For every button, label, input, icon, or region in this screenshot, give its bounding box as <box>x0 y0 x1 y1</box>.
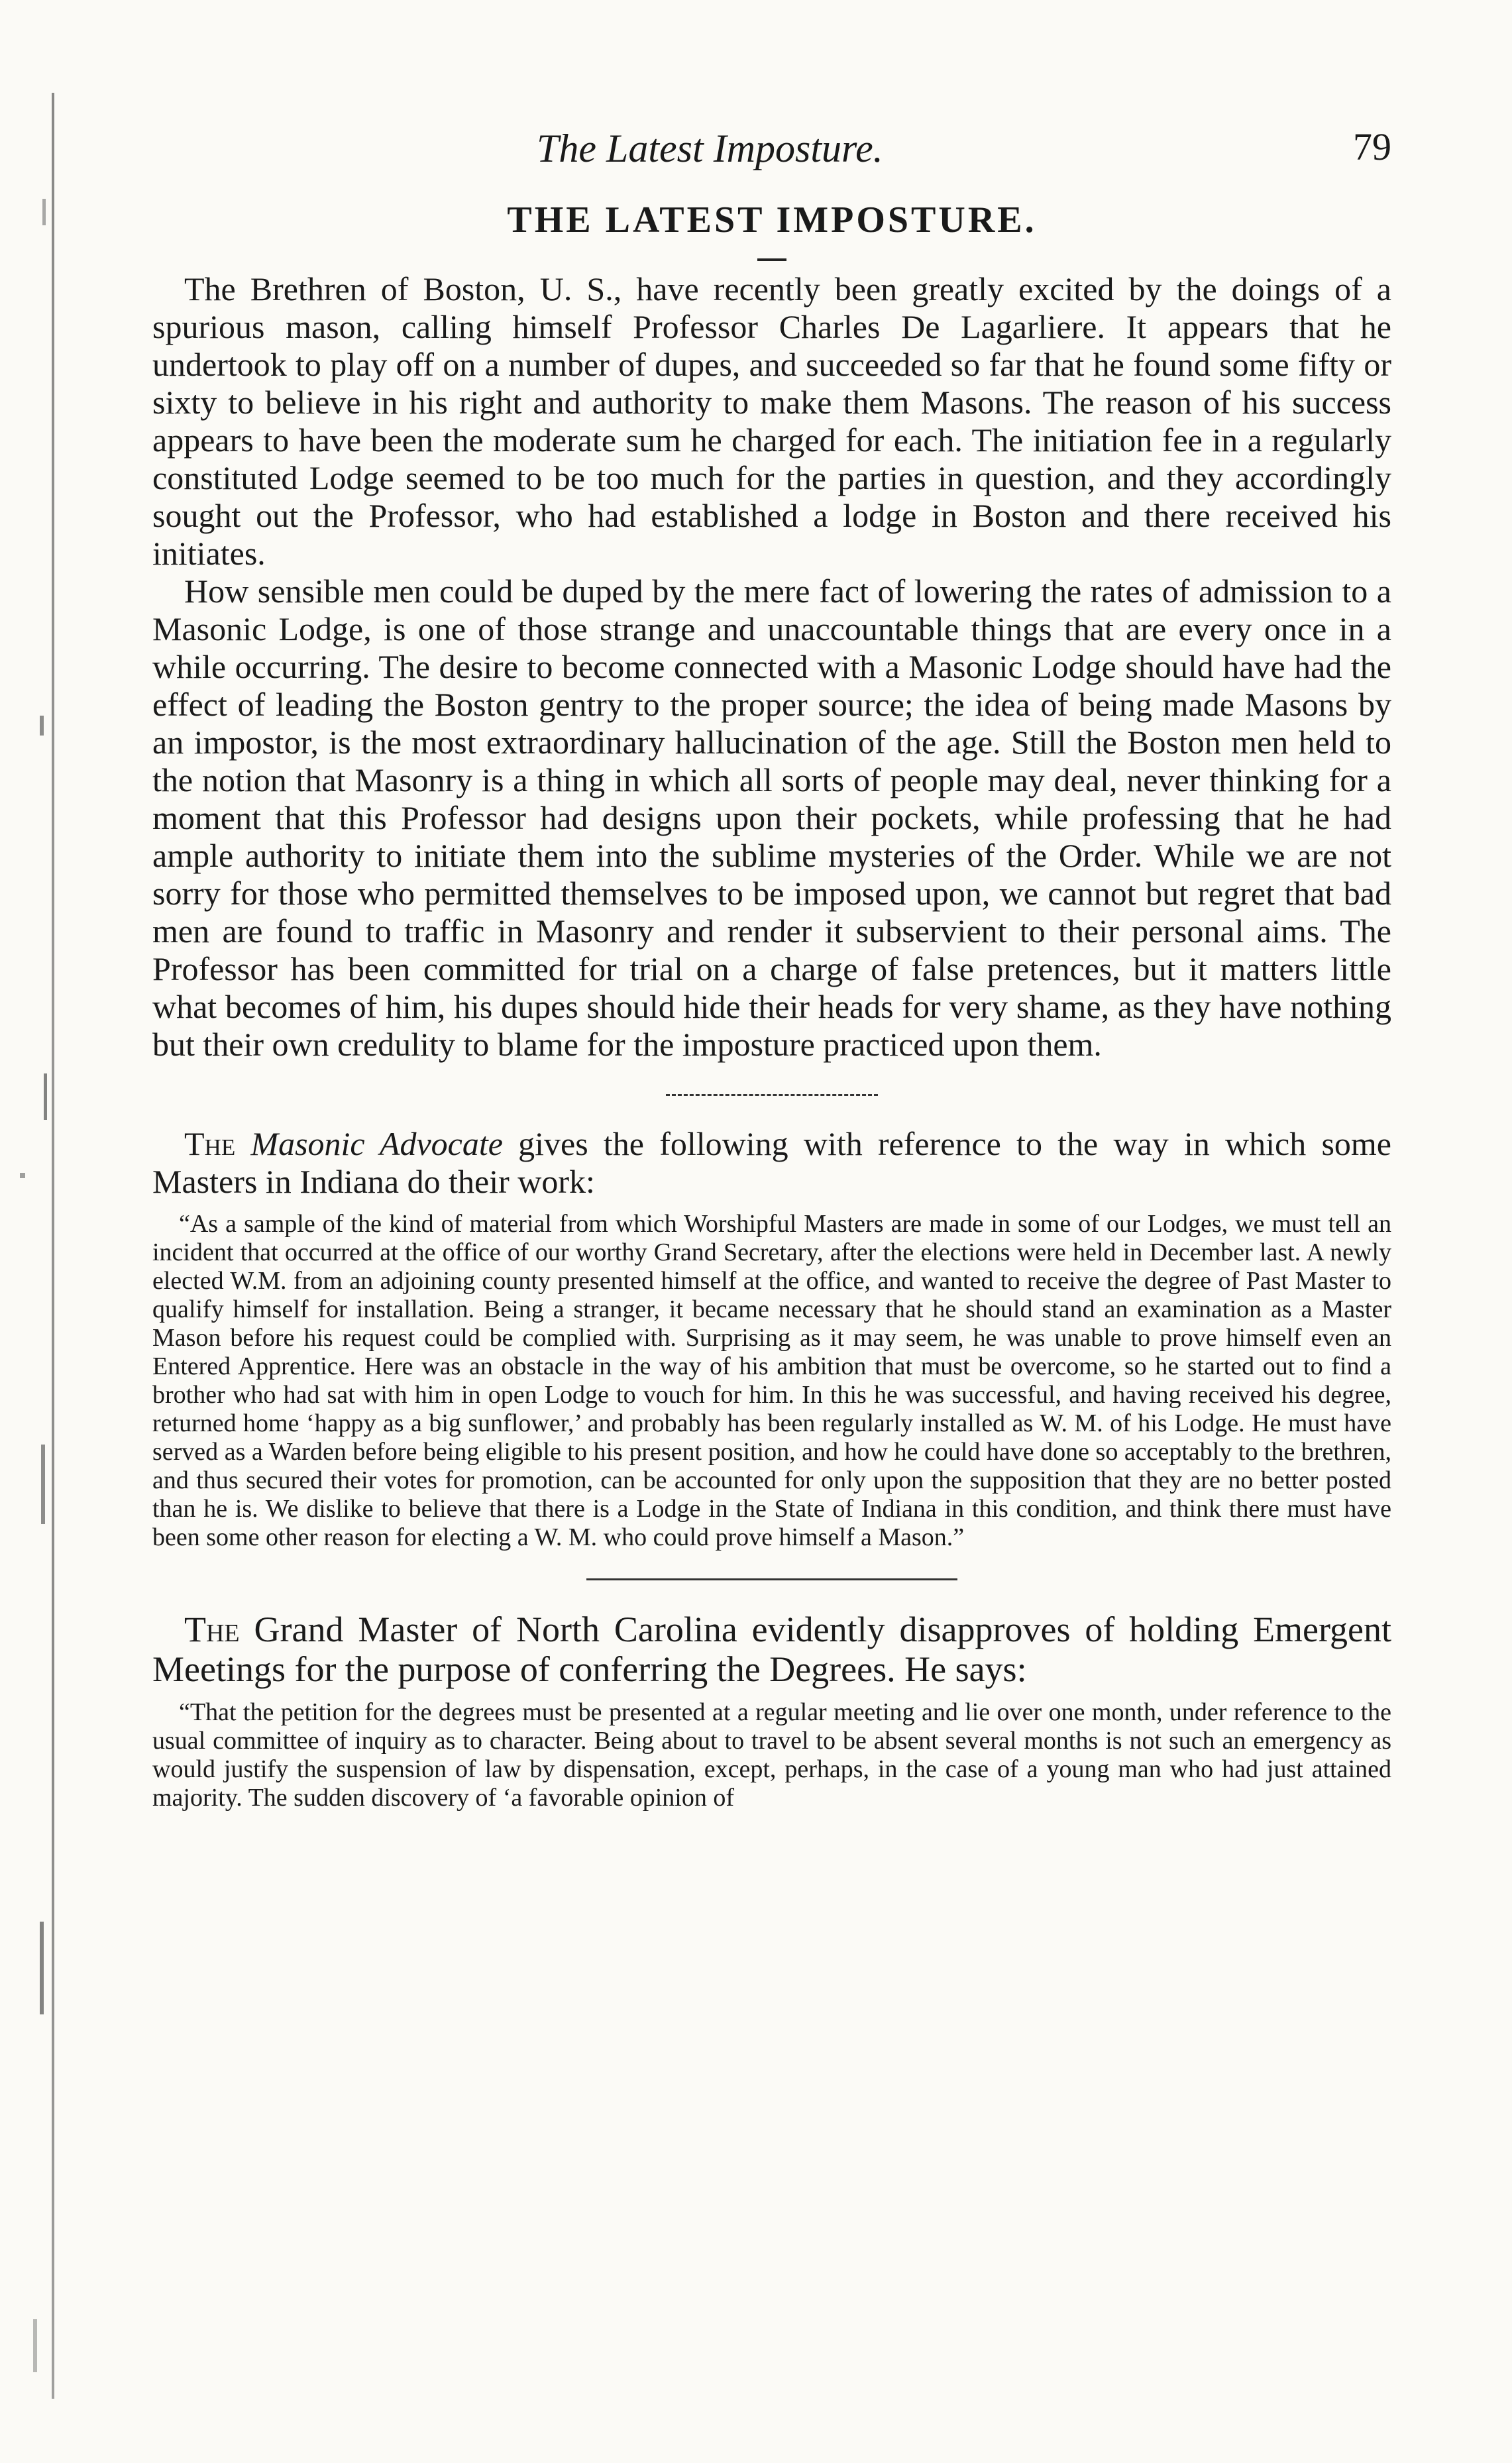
book-page <box>152 119 1391 1812</box>
indiana-lead <box>152 1125 1391 1201</box>
indiana-source-title: Masonic Advocate <box>250 1125 503 1162</box>
north-carolina-lead-rest: Grand Master of North Carolina evidently disapproves of holding Emergent Meetings for the purpose of conferring the Degrees. He says: <box>152 1610 1391 1689</box>
indiana-lead-rest: gives the following with reference to the way in which some Masters in Indiana do their work: <box>152 1125 1392 1200</box>
page-number: 79 <box>1353 125 1391 168</box>
north-carolina-note <box>152 1610 1391 1812</box>
article-paragraph: The Brethren of Boston, U. S., have recently been greatly excited by the doings of a spurious mason, calling himself Professor Charles De Lagarliere. It appears that he undertook to play off on a number of dupes, and succeeded so far that he found some fifty or sixty to believe in his right and authority to make them Masons. The reason of his success appears to have been the moderate sum he charged for each. The initiation fee in a regularly constituted Lodge seemed to be too much for the parties in question, and they accordingly sought out the Professor, who had established a lodge in Boston and there received his initiates. <box>152 270 1391 572</box>
north-carolina-lead <box>152 1610 1391 1689</box>
margin-specks <box>13 0 53 2463</box>
indiana-quote: “As a sample of the kind of material from which Worshipful Masters are made in some of our Lodges, we must tell an incident that occurred at the office of our worthy Grand Secretary, after the elections were held in December last. A newly elected W.M. from an adjoining county presented himself at the office, and wanted to receive the degree of Past Master to qualify himself for installation. Being a stranger, it became necessary that he should stand an examination as a Master Mason before his request could be complied with. Surprising as it may seem, he was unable to prove himself even an Entered Apprentice. Here was an obstacle in the way of his ambition that must be overcome, so he started out to find a brother who had sat with him in open Lodge to vouch for him. In this he was successful, and having received his degree, returned home ‘happy as a big sunflower,’ and probably has been regularly installed as W. M. of his Lodge. He must have served as a Warden before being eligible to his present position, and how he could have done so acceptably to the brethren, and thus secured their votes for promotion, can be accounted for only upon the supposition that they are no better posted than he is. We dislike to believe that there is a Lodge in the State of Indiana in this condition, and think there must have been some other reason for electing a W. M. who could prove himself a Mason.” <box>152 1210 1391 1551</box>
north-carolina-lead-the: The <box>184 1610 240 1649</box>
section-divider <box>666 1094 878 1096</box>
north-carolina-quote: “That the petition for the degrees must be presented at a regular meeting and lie over one month, under reference to the usual committee of inquiry as to character. Being about to travel to be absent several months is not such an emergency as would justify the suspension of law by dispensation, except, perhaps, in the case of a young man who had just attained majority. The sudden discovery of ‘a favorable opinion of <box>152 1698 1391 1812</box>
indiana-note <box>152 1125 1391 1552</box>
article-paragraph: How sensible men could be duped by the mere fact of lowering the rates of admission to a Masonic Lodge, is one of those strange and unaccountable things that are every once in a while occurring. The desire to become connected with a Masonic Lodge should have had the effect of leading the Boston gentry to the proper source; the idea of being made Masons by an impostor, is the most extraordinary hallucination of the age. Still the Boston men held to the notion that Masonry is a thing in which all sorts of people may deal, never thinking for a moment that this Professor had designs upon their pockets, while professing that he had ample authority to initiate them into the sublime mysteries of the Order. While we are not sorry for those who permitted themselves to be imposed upon, we cannot but regret that bad men are found to traffic in Masonry and render it subservient to their personal aims. The Professor has been committed for trial on a charge of false pretences, but it matters little what becomes of him, his dupes should hide their heads for very shame, as they have nothing but their own credulity to blame for the imposture practiced upon them. <box>152 573 1391 1063</box>
indiana-lead-the: The <box>184 1125 236 1162</box>
running-title: The Latest Imposture. <box>537 127 883 170</box>
article-body <box>152 270 1391 1064</box>
title-rule <box>757 258 786 261</box>
running-head <box>152 119 1391 179</box>
article-title: THE LATEST IMPOSTURE. <box>507 199 1037 241</box>
section-divider <box>586 1578 957 1580</box>
